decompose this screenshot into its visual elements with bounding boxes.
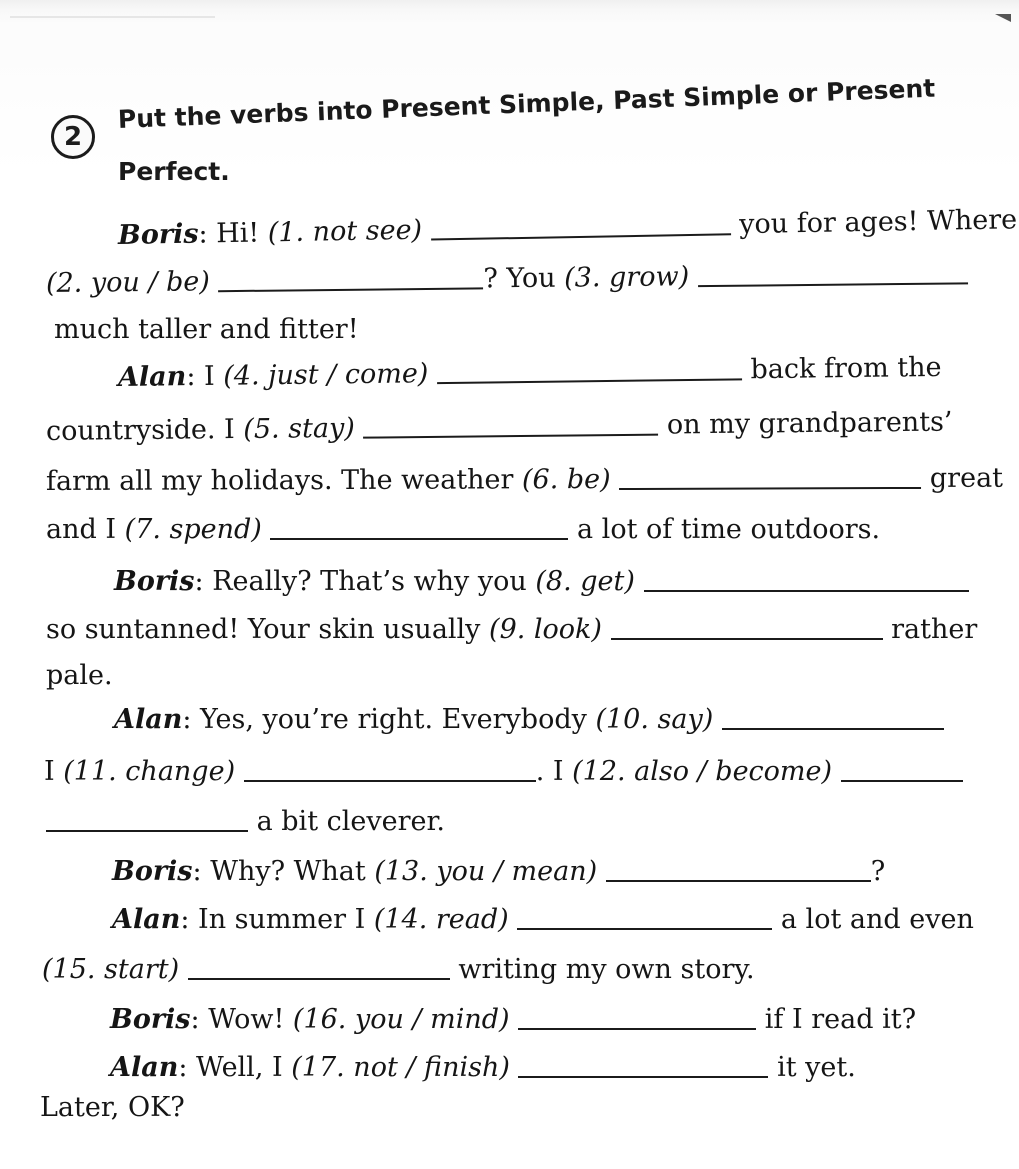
verb-prompt-1: (1. not see) (267, 214, 423, 249)
line-text: : Wow! (190, 1004, 293, 1035)
line-text: Later, OK? (40, 1092, 185, 1123)
line-text: countryside. I (45, 413, 244, 447)
verb-prompt-13: (13. you / mean) (374, 856, 598, 887)
dialogue-line (118, 352, 942, 393)
instruction-line-1: Put the verbs into Present Simple, Past Simple or Present (117, 73, 936, 134)
line-text: ? You (483, 262, 565, 295)
speaker-name: Alan (110, 1052, 179, 1083)
verb-prompt-10: (10. say) (595, 704, 714, 735)
answer-blank-16[interactable] (518, 1006, 756, 1030)
line-text: you for ages! Where (738, 204, 1018, 241)
answer-blank-15[interactable] (188, 956, 450, 980)
dialogue-line (44, 756, 963, 787)
answer-blank-12[interactable] (841, 758, 963, 782)
dialogue-line (46, 614, 977, 645)
speaker-name: Boris (114, 566, 195, 597)
line-text: it yet. (777, 1052, 856, 1083)
verb-prompt-6: (6. be) (521, 464, 611, 496)
speaker-name: Alan (112, 904, 181, 935)
speaker-name: Alan (117, 361, 187, 393)
answer-blank-4[interactable] (437, 356, 742, 384)
dialogue-line (114, 566, 969, 597)
verb-prompt-15: (15. start) (42, 954, 180, 985)
dialogue-line (112, 856, 885, 887)
line-text: : Yes, you’re right. Everybody (182, 704, 596, 735)
dialogue-line (110, 1004, 916, 1035)
line-text: writing my own story. (458, 954, 755, 985)
speaker-name: Boris (110, 1004, 191, 1035)
answer-blank-3[interactable] (698, 260, 968, 287)
line-text: : In summer I (180, 904, 374, 935)
dialogue-line (114, 704, 944, 735)
dialogue-line (46, 407, 953, 447)
line-text: back from the (750, 351, 942, 386)
answer-blank-10[interactable] (722, 706, 944, 730)
answer-blank-5[interactable] (363, 412, 658, 439)
line-text: on my grandparents’ (666, 406, 953, 441)
answer-blank-12-continued[interactable] (46, 808, 248, 832)
line-text: : Well, I (178, 1052, 292, 1083)
line-text: much taller and fitter! (54, 314, 359, 345)
line-text: : I (186, 360, 224, 393)
line-text: . I (535, 756, 573, 787)
answer-blank-13[interactable] (606, 858, 871, 882)
verb-prompt-2: (2. you / be) (45, 266, 210, 299)
line-text: if I read it? (764, 1004, 917, 1035)
verb-prompt-7: (7. spend) (124, 514, 262, 545)
answer-blank-17[interactable] (518, 1054, 768, 1078)
verb-prompt-16: (16. you / mind) (292, 1004, 510, 1035)
line-text: : Hi! (198, 217, 269, 250)
speaker-name: Boris (117, 218, 199, 251)
line-text: ? (870, 856, 886, 887)
line-text: rather (891, 614, 978, 645)
verb-prompt-3: (3. grow) (564, 261, 690, 294)
verb-prompt-12: (12. also / become) (572, 756, 833, 787)
line-text: great (929, 462, 1004, 494)
dialogue-line (110, 1052, 856, 1083)
dialogue-line (112, 904, 974, 935)
line-text: I (44, 756, 64, 787)
verb-prompt-9: (9. look) (489, 614, 602, 645)
line-text: pale. (46, 660, 113, 691)
dialogue-line (40, 1092, 185, 1123)
answer-blank-2[interactable] (218, 265, 483, 292)
dialogue-line (46, 660, 113, 691)
line-text: a lot and even (780, 904, 974, 935)
verb-prompt-17: (17. not / finish) (291, 1052, 510, 1083)
verb-prompt-11: (11. change) (63, 756, 236, 787)
answer-blank-1[interactable] (430, 211, 730, 240)
answer-blank-7[interactable] (270, 516, 568, 540)
verb-prompt-4: (4. just / come) (223, 358, 429, 392)
speaker-name: Boris (112, 856, 193, 887)
answer-blank-9[interactable] (611, 616, 883, 640)
line-text: and I (46, 514, 125, 545)
verb-prompt-8: (8. get) (535, 566, 635, 597)
speaker-name: Alan (114, 704, 183, 735)
dialogue-line (46, 258, 968, 299)
dialogue-line (54, 314, 359, 345)
verb-prompt-14: (14. read) (373, 904, 509, 935)
line-text: a lot of time outdoors. (577, 514, 881, 545)
verb-prompt-5: (5. stay) (243, 412, 355, 445)
answer-blank-14[interactable] (517, 906, 772, 930)
dialogue-line (46, 806, 445, 837)
dialogue-line (46, 463, 1003, 497)
dialogue-line (42, 954, 755, 985)
answer-blank-6[interactable] (619, 465, 921, 490)
exercise-number-badge: 2 (51, 115, 95, 159)
dialogue-line (118, 204, 1018, 251)
answer-blank-8[interactable] (644, 568, 969, 592)
dialogue-line (46, 514, 880, 545)
line-text: so suntanned! Your skin usually (46, 614, 490, 645)
line-text: : Why? What (192, 856, 375, 887)
instruction-line-2: Perfect. (118, 157, 230, 186)
line-text: : Really? That’s why you (194, 566, 536, 597)
answer-blank-11[interactable] (244, 758, 536, 782)
line-text: a bit cleverer. (256, 806, 446, 837)
line-text: farm all my holidays. The weather (45, 464, 523, 497)
